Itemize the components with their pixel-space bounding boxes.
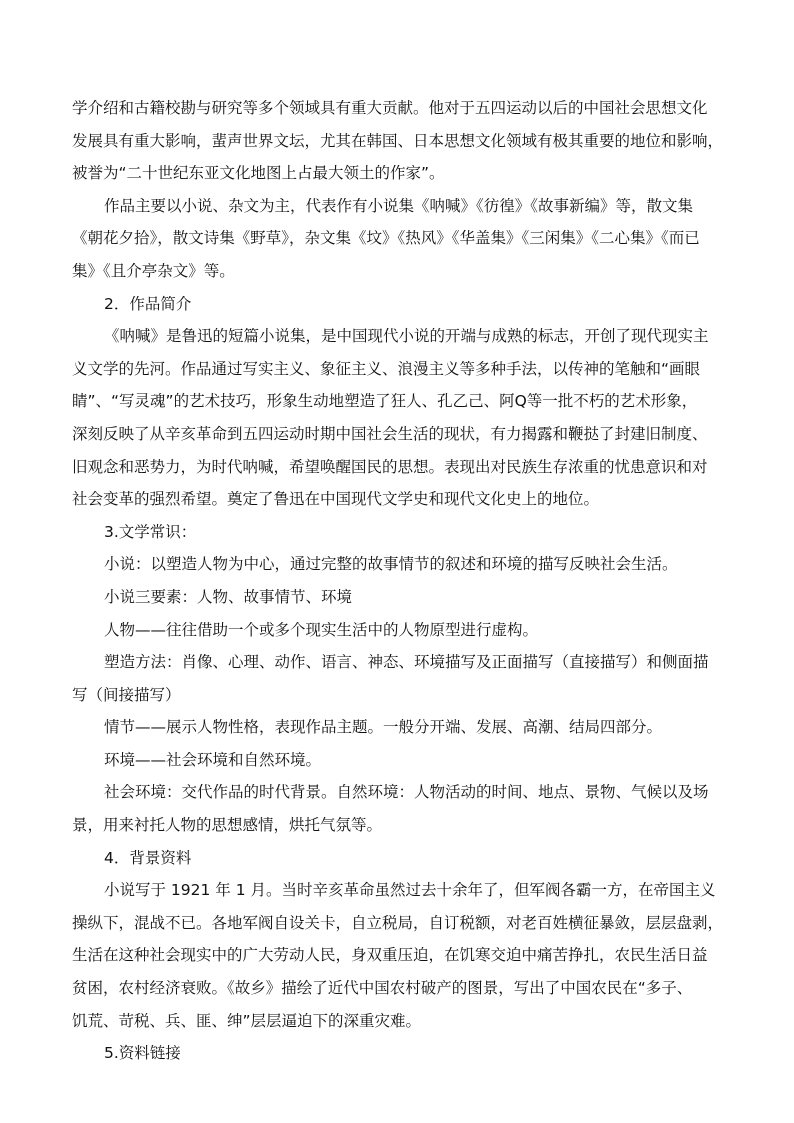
paragraph-line: 学介绍和古籍校勘与研究等多个领域具有重大贡献。他对于五四运动以后的中国社会思想文化 [72, 99, 708, 117]
paragraph-line: 景，用来衬托人物的思想感情，烘托气氛等。 [72, 816, 383, 835]
paragraph-line: 义文学的先河。作品通过写实主义、象征主义、浪漫主义等多种手法，以传神的笔触和“画眼 [72, 359, 701, 378]
section-heading: 3.文学常识： [104, 522, 197, 541]
paragraph-line: 情节——展示人物性格，表现作品主题。一般分开端、发展、高潮、结局四部分。 [104, 718, 663, 737]
section-heading: 4．背景资料 [104, 848, 192, 867]
paragraph-line: 社会变革的强烈希望。奠定了鲁迅在中国现代文学史和现代文化史上的地位。 [72, 490, 600, 509]
paragraph-line: 《朝花夕拾》，散文诗集《野草》，杂文集《坟》《热风》《华盖集》《三闲集》《二心集》《而已 [72, 229, 700, 248]
paragraph-line: 塑造方法：肖像、心理、动作、语言、神态、环境描写及正面描写（直接描写）和侧面描 [104, 653, 709, 672]
paragraph-line: 作品主要以小说、杂文为主，代表作有小说集《呐喊》《彷徨》《故事新编》等，散文集 [104, 196, 694, 215]
paragraph-line: 生活在这种社会现实中的广大劳动人民，身双重压迫，在饥寒交迫中痛苦挣扎，农民生活日益 [72, 946, 708, 965]
paragraph-line: 集》《且介亭杂文》等。 [72, 261, 235, 280]
paragraph-line: 贫困，农村经济衰败。《故乡》描绘了近代中国农村破产的图景，写出了中国农民在“多子、 [72, 979, 693, 998]
paragraph-line: 睛”、“写灵魂”的艺术技巧，形象生动地塑造了狂人、孔乙己、阿Q等一批不朽的艺术形象， [72, 392, 698, 411]
paragraph-line: 深刻反映了从辛亥革命到五四运动时期中国社会生活的现状，有力揭露和鞭挞了封建旧制度、 [72, 424, 708, 443]
paragraph-line: 旧观念和恶势力，为时代呐喊，希望唤醒国民的思想。表现出对民族生存浓重的忧患意识和对 [72, 457, 708, 476]
paragraph-line: 写（间接描写） [72, 685, 181, 704]
section-heading: 5.资料链接 [104, 1044, 181, 1063]
paragraph-line: 《呐喊》是鲁迅的短篇小说集，是中国现代小说的开端与成熟的标志，开创了现代现实主 [104, 327, 709, 346]
paragraph-line: 小说：以塑造人物为中心，通过完整的故事情节的叙述和环境的描写反映社会生活。 [104, 555, 678, 574]
paragraph-line: 操纵下，混战不已。各地军阀自设关卡，自立税局，自订税额，对老百姓横征暴敛，层层盘剥， [72, 913, 724, 932]
paragraph-line: 小说三要素：人物、故事情节、环境 [104, 587, 353, 606]
document-body [72, 92, 727, 1070]
paragraph-line: 社会环境：交代作品的时代背景。自然环境：人物活动的时间、地点、景物、气候以及场 [104, 783, 709, 802]
paragraph-line: 人物——往往借助一个或多个现实生活中的人物原型进行虚构。 [104, 620, 539, 639]
section-heading: 2．作品简介 [104, 294, 192, 313]
paragraph-line: 饥荒、苛税、兵、匪、绅”层层逼迫下的深重灾难。 [72, 1011, 422, 1030]
paragraph-line: 被誉为“二十世纪东亚文化地图上占最大领土的作家”。 [72, 164, 445, 183]
paragraph-line: 环境——社会环境和自然环境。 [104, 750, 322, 769]
paragraph-line: 发展具有重大影响，蜚声世界文坛，尤其在韩国、日本思想文化领域有极其重要的地位和影响， [72, 131, 724, 150]
paragraph-line: 小说写于 1921 年 1 月。当时辛亥革命虽然过去十余年了，但军阀各霸一方，在帝国主义 [104, 881, 716, 900]
